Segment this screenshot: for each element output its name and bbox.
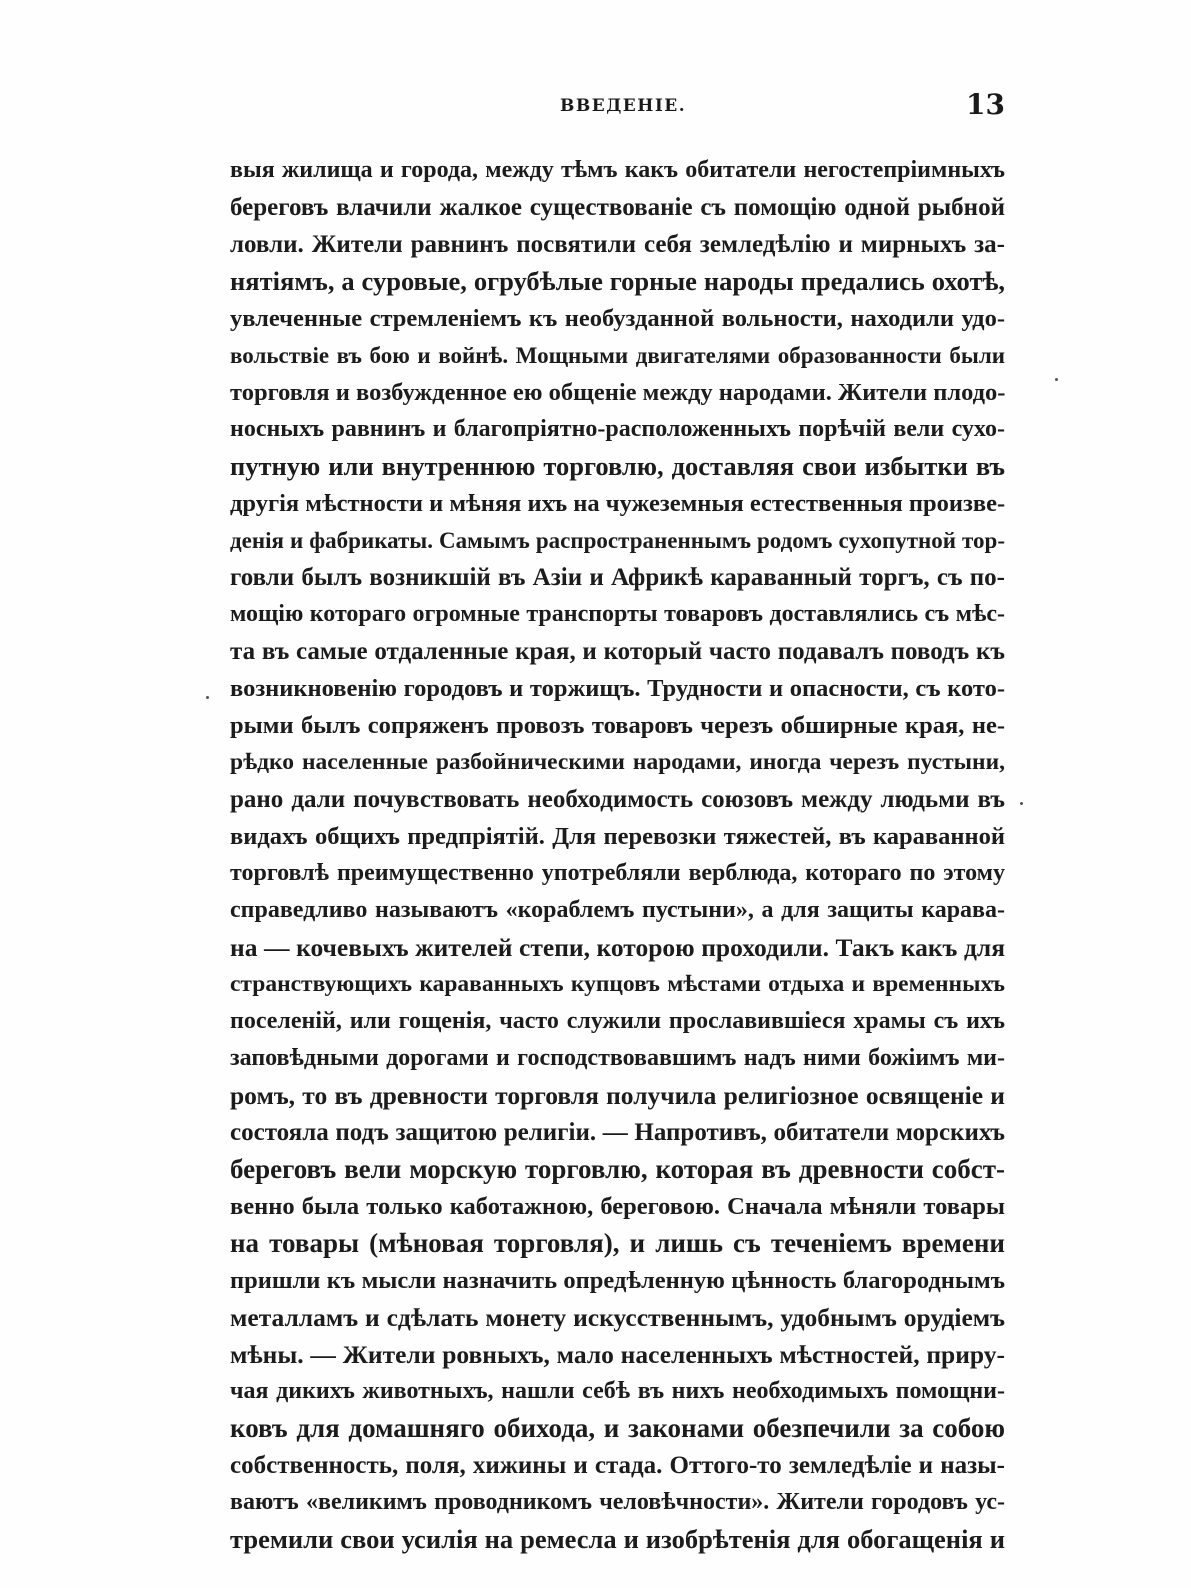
text-line: заповѣдными дорогами и господствовавшимъ надъ ними божіимъ ми- — [230, 1045, 1005, 1071]
text-line: странствующихъ караванныхъ купцовъ мѣстами отдыха и временныхъ — [230, 971, 1005, 997]
text-line: путную или внутреннюю торговлю, доставляя свои избытки въ — [230, 451, 1005, 481]
text-line: чая дикихъ животныхъ, нашли себѣ въ нихъ необходимыхъ помощни- — [230, 1378, 1005, 1404]
text-line: торговлѣ преимущественно употребляли верблюда, котораго по этому — [230, 860, 1005, 886]
text-line: ромъ, то въ древности торговля получила религіозное освященіе и — [230, 1081, 1005, 1110]
text-line: возникновенію городовъ и торжищъ. Трудности и опасности, съ кото- — [230, 675, 1005, 702]
text-line: выя жилища и города, между тѣмъ какъ обитатели негостепріимныхъ — [230, 157, 1005, 183]
text-line: рыми былъ сопряженъ провозъ товаровъ черезъ обширные края, не- — [230, 712, 1005, 739]
text-line: нятіямъ, а суровые, огрубѣлые горные народы предались охотѣ, — [230, 266, 1005, 296]
text-line: пришли къ мысли назначить опредѣленную цѣнность благороднымъ — [230, 1267, 1005, 1294]
text-line: металламъ и сдѣлать монету искусственнымъ, удобнымъ орудіемъ — [230, 1303, 1005, 1332]
text-line: собственность, поля, хижины и стада. Оттого-то земледѣліе и назы- — [230, 1452, 1005, 1479]
text-line: мощію котораго огромные транспорты товаровъ доставлялись съ мѣс- — [230, 601, 1005, 627]
text-line: говли былъ возникшій въ Азіи и Африкѣ караванный торгъ, съ по- — [230, 564, 1005, 591]
text-line: ковъ для домашняго обихода, и законами обезпечили за собою — [230, 1413, 1005, 1443]
text-line: ловли. Жители равнинъ посвятили себя земледѣлію и мирныхъ за- — [230, 231, 1005, 258]
text-line: та въ самые отдаленные края, и который часто подавалъ поводъ къ — [230, 638, 1005, 665]
body-text — [230, 152, 1005, 1558]
text-line: береговъ влачили жалкое существованіе съ помощію одной рыбной — [230, 194, 1005, 221]
text-line: рѣдко населенные разбойническими народами, иногда черезъ пустыни, — [230, 749, 1005, 775]
text-line: мѣны. — Жители ровныхъ, мало населенныхъ мѣстностей, приру- — [230, 1340, 1005, 1369]
text-line: на товары (мѣновая торговля), и лишь съ теченіемъ времени — [230, 1228, 1005, 1258]
text-line: поселеній, или гощенія, часто служили прославившіеся храмы съ ихъ — [230, 1008, 1005, 1034]
text-line: денія и фабрикаты. Самымъ распространеннымъ родомъ сухопутной тор- — [230, 528, 1005, 553]
text-line: справедливо называютъ «кораблемъ пустыни», а для защиты карава- — [230, 897, 1005, 923]
text-line: на — кочевыхъ жителей степи, которою проходили. Такъ какъ для — [230, 933, 1005, 962]
text-line: видахъ общихъ предпріятій. Для перевозки тяжестей, въ караванной — [230, 823, 1005, 850]
text-line: береговъ вели морскую торговлю, которая въ древности собст- — [230, 1154, 1005, 1184]
text-line: другія мѣстности и мѣняя ихъ на чужеземныя естественныя произве- — [230, 490, 1006, 517]
text-line: носныхъ равнинъ и благопріятно-расположенныхъ порѣчій вели сухо- — [230, 416, 1005, 442]
text-line: вольствіе въ бою и войнѣ. Мощными двигателями образованности были — [230, 343, 1005, 368]
scan-speck — [1020, 802, 1023, 805]
text-line: венно была только каботажною, береговою. Сначала мѣняли товары — [230, 1193, 1005, 1220]
page-number: 13 — [966, 88, 1005, 121]
text-line: увлеченные стремленіемъ къ необузданной вольности, находили удо- — [230, 305, 1005, 332]
text-line: рано дали почувствовать необходимость союзовъ между людьми въ — [230, 786, 1005, 813]
text-line: тремили свои усилія на ремесла и изобрѣтенія для обогащенія и — [230, 1524, 1005, 1554]
running-title: ВВЕДЕНІЕ. — [560, 96, 687, 116]
running-head — [230, 90, 1005, 130]
text-line: состояла подъ защитою религіи. — Напротивъ, обитатели морскихъ — [230, 1119, 1005, 1146]
scan-speck — [206, 696, 209, 699]
text-line: торговля и возбужденное ею общеніе между народами. Жители плодо- — [230, 379, 1006, 406]
scan-speck — [1055, 378, 1058, 381]
text-line: ваютъ «великимъ проводникомъ человѣчности». Жители городовъ ус- — [230, 1489, 1005, 1515]
